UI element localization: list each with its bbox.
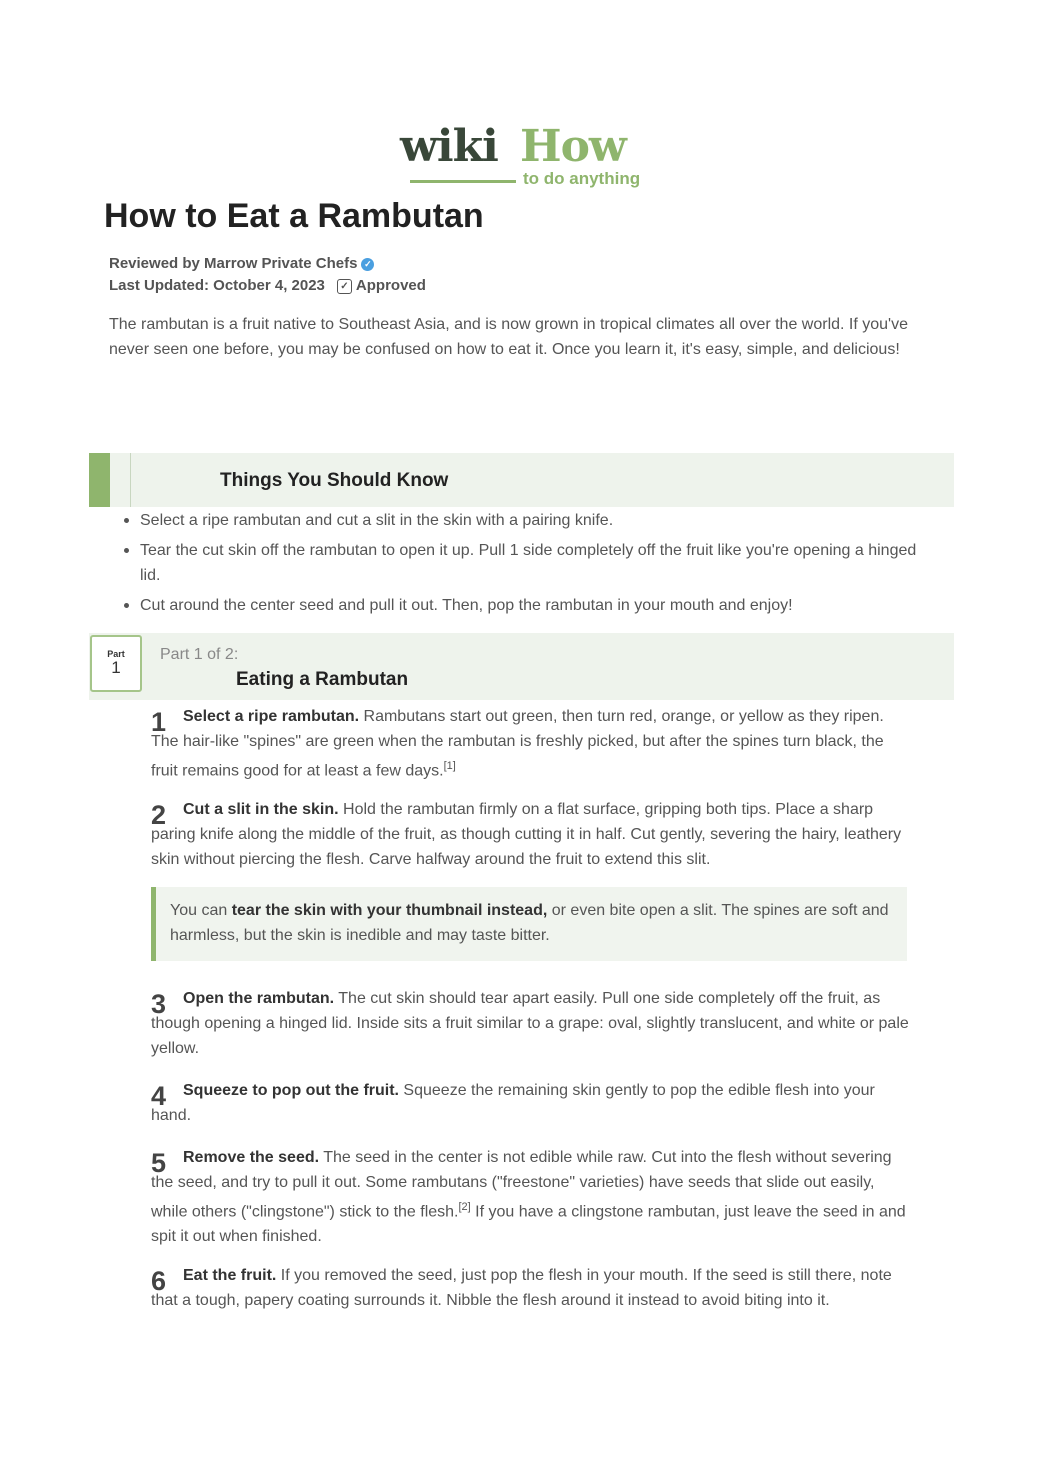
divider <box>130 453 131 507</box>
step-title: Squeeze to pop out the fruit. <box>183 1082 399 1099</box>
things-you-should-know-header <box>89 453 954 507</box>
citation-link[interactable]: [2] <box>458 1201 471 1213</box>
step-6 <box>151 1263 911 1313</box>
last-updated: Last Updated: October 4, 2023 <box>109 277 325 294</box>
part-of: Part 1 of 2: <box>160 646 239 663</box>
intro-paragraph: The rambutan is a fruit native to Southeast Asia, and is now grown in tropical climates all over the world. If you've never seen one before, you may be confused on how to eat it. Once you learn it, it's easy, simple, and delicious! <box>109 316 909 358</box>
logo-how: How <box>520 121 626 172</box>
verified-badge-icon: ✓ <box>361 258 374 271</box>
step-text: The seed in the center is not edible while raw. Cut into the flesh without severing the seed, and try to pull it out. Some rambutans ("freestone" varieties) have seeds that slide out easily, while others ("clingstone") stick to the flesh. <box>151 1149 892 1221</box>
step-number: 2 <box>151 800 167 830</box>
part-header <box>89 633 954 700</box>
step-text: Squeeze the remaining skin gently to pop the edible flesh into your hand. <box>151 1082 875 1124</box>
logo-underline <box>410 180 516 183</box>
step-3 <box>151 986 911 1061</box>
part-number-box <box>90 635 142 692</box>
things-you-should-know-title: Things You Should Know <box>220 470 449 491</box>
step-number: 1 <box>151 707 167 737</box>
step-number: 4 <box>151 1081 167 1111</box>
step-text: The cut skin should tear apart easily. Pull one side completely off the fruit, as though opening a hinged lid. Inside sits a fruit similar to a grape: oval, slightly translucent, and white or pale yellow. <box>151 990 909 1057</box>
step-title: Eat the fruit. <box>183 1267 277 1284</box>
part-name: Eating a Rambutan <box>236 669 409 690</box>
step-4 <box>151 1078 911 1128</box>
reviewed-by[interactable]: Reviewed by Marrow Private Chefs <box>109 255 358 272</box>
tip-box <box>151 887 907 961</box>
wikihow-logo[interactable] <box>400 122 645 192</box>
step-text: If you removed the seed, just pop the flesh in your mouth. If the seed is still there, note that a tough, papery coating surrounds it. Nibble the flesh around it instead to avoid biting into it. <box>151 1267 892 1309</box>
page-title: How to Eat a Rambutan <box>104 197 484 235</box>
step-5 <box>151 1145 911 1249</box>
step-2 <box>151 797 911 872</box>
step-title: Cut a slit in the skin. <box>183 801 339 818</box>
accent-bar <box>89 453 110 507</box>
step-title: Select a ripe rambutan. <box>183 708 360 725</box>
step-number: 3 <box>151 989 167 1019</box>
tip-bold: tear the skin with your thumbnail instead, <box>231 902 548 919</box>
tip-pre: You can <box>170 902 232 919</box>
list-item: Cut around the center seed and pull it out. Then, pop the rambutan in your mouth and enjoy! <box>122 593 932 618</box>
approved-check-icon: ✓ <box>337 279 352 294</box>
part-number: 1 <box>111 658 121 677</box>
step-number: 6 <box>151 1266 167 1296</box>
updated-line <box>109 276 426 296</box>
step-text: Hold the rambutan firmly on a flat surface, gripping both tips. Place a sharp paring knife along the middle of the fruit, as though cutting it in half. Cut gently, severing the hairy, leathery skin without piercing the flesh. Carve halfway around the fruit to extend this slit. <box>151 801 902 868</box>
step-number: 5 <box>151 1148 167 1178</box>
list-item: Tear the cut skin off the rambutan to open it up. Pull 1 side completely off the fruit like you're opening a hinged lid. <box>122 538 932 588</box>
list-item: Select a ripe rambutan and cut a slit in the skin with a pairing knife. <box>122 508 932 533</box>
step-1 <box>151 704 911 783</box>
logo-wiki: wiki <box>400 121 498 172</box>
step-title: Open the rambutan. <box>183 990 335 1007</box>
step-text-after: If you have a clingstone rambutan, just leave the seed in and spit it out when finished. <box>151 1203 906 1246</box>
things-you-should-know-list <box>122 508 932 623</box>
tip-post: or even bite open a slit. The spines are soft and harmless, but the skin is inedible and may taste bitter. <box>170 902 889 944</box>
step-title: Remove the seed. <box>183 1149 320 1166</box>
reviewer-line <box>109 254 374 274</box>
part-label: Part <box>107 649 125 659</box>
logo-tagline: to do anything <box>523 169 641 188</box>
approved-label: Approved <box>355 277 426 294</box>
step-text: Rambutans start out green, then turn red, orange, or yellow as they ripen. The hair-like "spines" are green when the rambutan is freshly picked, but after the spines turn black, the fruit remains good for at least a few days. <box>151 708 884 780</box>
citation-link[interactable]: [1] <box>443 760 456 772</box>
